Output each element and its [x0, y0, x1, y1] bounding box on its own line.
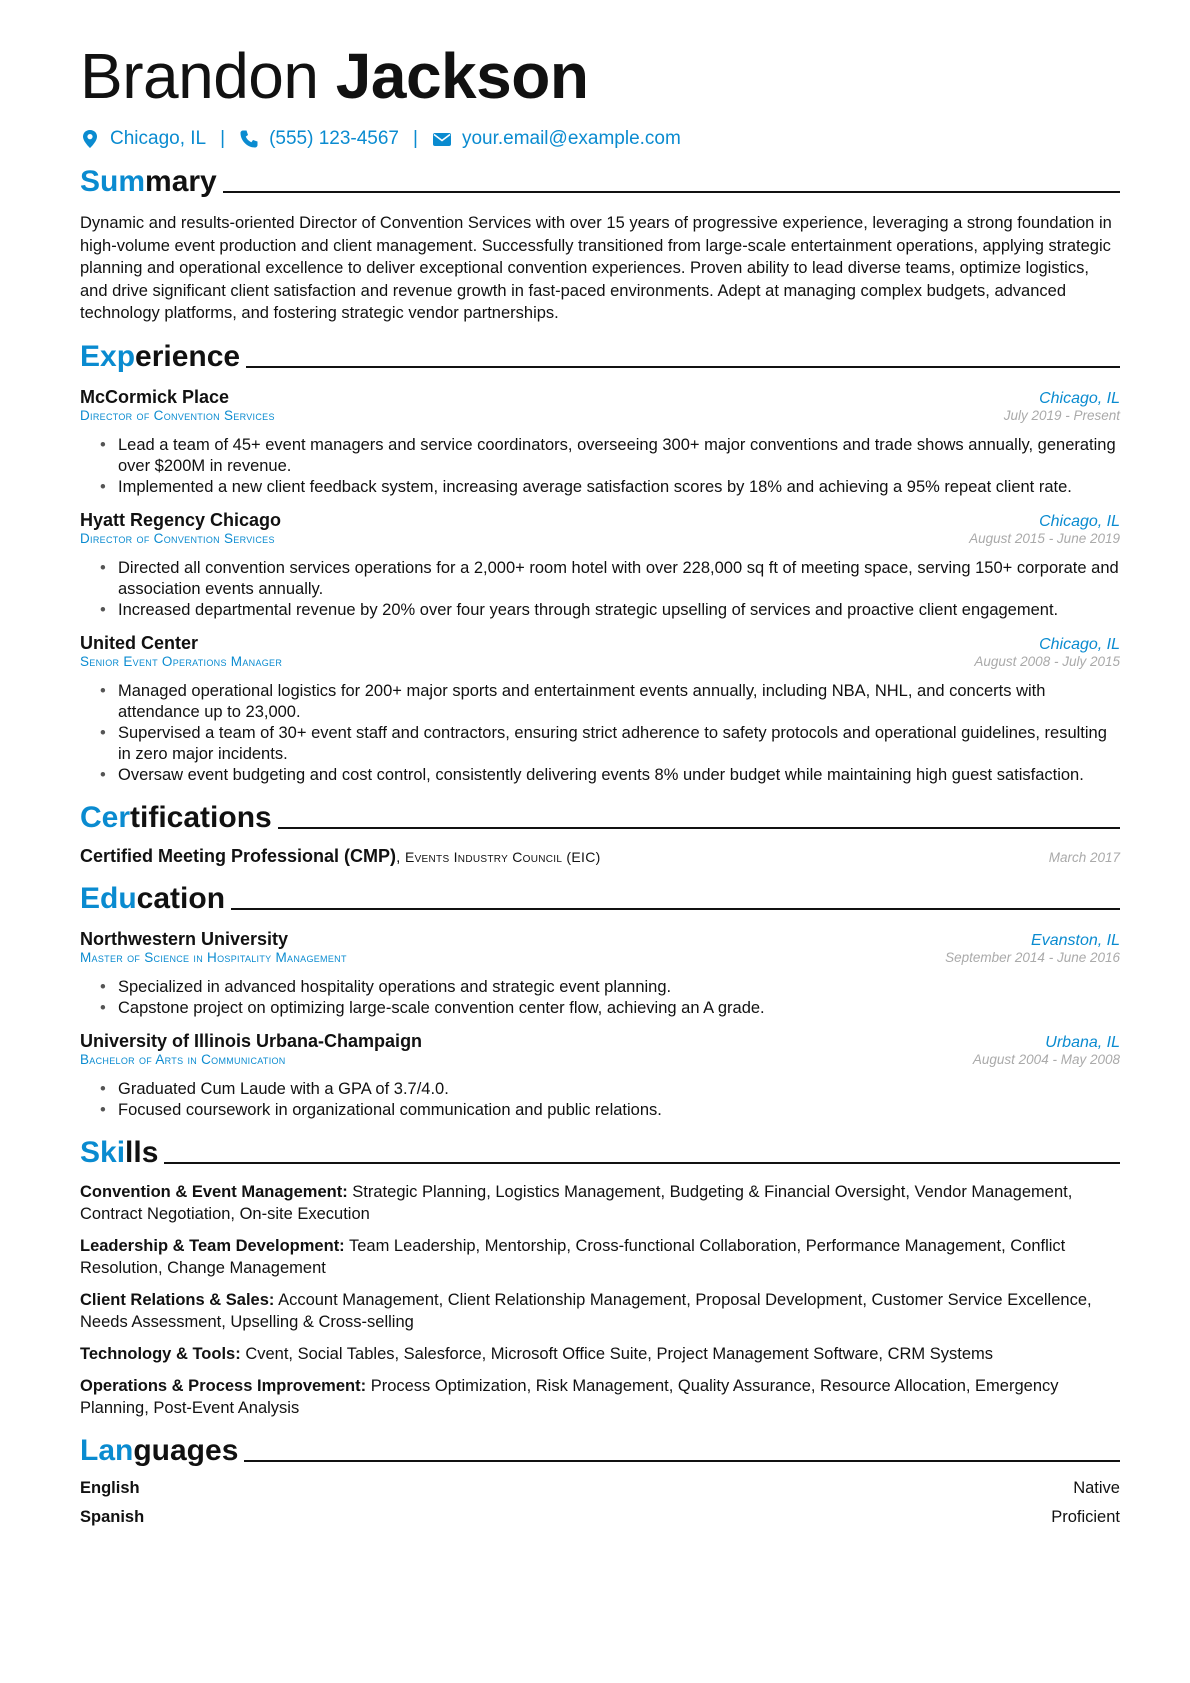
map-pin-icon: [80, 129, 100, 149]
candidate-name: [80, 38, 1120, 114]
school-name: Northwestern University: [80, 928, 289, 949]
contact-phone[interactable]: [239, 128, 399, 150]
language-row: [80, 1479, 1120, 1498]
skill-group: [80, 1343, 1120, 1365]
section-title: Experience: [80, 339, 241, 373]
job-location: Chicago, IL: [1039, 512, 1120, 530]
education-entry: [80, 929, 1120, 1019]
list-item: • Focused coursework in organizational communication and public relations.: [118, 1100, 1120, 1121]
job-role: Director of Convention Services: [80, 530, 275, 546]
section-rule: [246, 366, 1120, 368]
section-rule: [223, 191, 1120, 193]
list-item: • Lead a team of 45+ event managers and service coordinators, overseeing 300+ major conventions and trade shows annually, generating over $200M in revenue.: [118, 435, 1120, 477]
school-name: University of Illinois Urbana-Champaign: [80, 1030, 423, 1051]
skill-label: Leadership & Team Development:: [80, 1236, 345, 1255]
contact-location: [80, 128, 206, 150]
language-level: Proficient: [1051, 1507, 1120, 1526]
job-entry: [80, 510, 1120, 621]
section-title: Skills: [80, 1135, 159, 1169]
section-rule: [244, 1460, 1120, 1462]
list-item: • Graduated Cum Laude with a GPA of 3.7/4.0.: [118, 1079, 1120, 1100]
contact-email[interactable]: [432, 128, 681, 150]
job-entry: [80, 633, 1120, 786]
section-header-experience: [80, 335, 1120, 375]
degree: Bachelor of Arts in Communication: [80, 1051, 286, 1067]
list-item: • Directed all convention services operations for a 2,000+ room hotel with over 228,000 sq ft of meeting space, serving 150+ corporate and association events annually.: [118, 558, 1120, 600]
skill-group: [80, 1235, 1120, 1279]
section-title: Certifications: [80, 800, 272, 834]
education-entry: [80, 1031, 1120, 1121]
job-location: Chicago, IL: [1039, 389, 1120, 407]
school-location: Urbana, IL: [1045, 1033, 1120, 1051]
list-item: • Oversaw event budgeting and cost control, consistently delivering events 8% under budget while maintaining high guest satisfaction.: [118, 765, 1120, 786]
job-org: McCormick Place: [80, 386, 230, 407]
summary-text: Dynamic and results-oriented Director of Convention Services with over 15 years of progressive experience, leveraging a strong foundation in high-volume event production and client management. Successfully transitioned from large-scale entertainment operations, applying strategic planning and operational excellence to deliver exceptional convention experiences. Proven ability to lead diverse teams, optimize logistics, and drive significant client satisfaction and revenue growth in fast-paced environments. Adept at managing complex budgets, advanced technology platforms, and fostering strategic vendor partnerships.: [80, 214, 1112, 322]
school-dates: August 2004 - May 2008: [972, 1051, 1120, 1067]
contact-bar: [80, 128, 1120, 150]
list-item: • Capstone project on optimizing large-scale convention center flow, achieving an A grade.: [118, 998, 1120, 1019]
job-role: Senior Event Operations Manager: [80, 653, 283, 669]
school-dates: September 2014 - June 2016: [945, 949, 1120, 965]
skill-label: Operations & Process Improvement:: [80, 1376, 367, 1395]
section-rule: [164, 1162, 1120, 1164]
degree: Master of Science in Hospitality Management: [80, 949, 347, 965]
skill-items: Account Management, Client Relationship Management, Proposal Development, Customer Service Excellence, Needs Assessment, Upselling & Cross-selling: [80, 1290, 1092, 1331]
language-level: Native: [1073, 1478, 1120, 1497]
job-dates: August 2008 - July 2015: [974, 653, 1120, 669]
email-text: your.email@example.com: [461, 128, 681, 149]
section-title: Summary: [80, 165, 217, 198]
skill-group: [80, 1375, 1120, 1419]
section-header-languages: [80, 1429, 1120, 1469]
first-name: Brandon: [80, 40, 319, 112]
skill-items: Strategic Planning, Logistics Management, Budgeting & Financial Oversight, Vendor Management, Contract Negotiation, On-site Execution: [80, 1182, 1073, 1223]
list-item: • Implemented a new client feedback system, increasing average satisfaction scores by 18% and achieving a 95% repeat client rate.: [118, 477, 1120, 498]
education-bullets: [80, 1079, 1120, 1121]
contact-separator: |: [220, 128, 226, 149]
school-location: Evanston, IL: [1031, 931, 1120, 949]
language-row: [80, 1508, 1120, 1527]
language-name: English: [80, 1478, 140, 1497]
list-item: • Managed operational logistics for 200+ major sports and entertainment events annually, including NBA, NHL, and concerts with attendance up to 23,000.: [118, 681, 1120, 723]
list-item: • Specialized in advanced hospitality operations and strategic event planning.: [118, 977, 1120, 998]
section-rule: [231, 908, 1120, 910]
job-bullets: [80, 435, 1120, 498]
job-entry: [80, 387, 1120, 498]
section-title: Languages: [80, 1433, 239, 1467]
section-header-summary: [80, 160, 1120, 200]
job-bullets: [80, 558, 1120, 621]
skill-items: Team Leadership, Mentorship, Cross-functional Collaboration, Performance Management, Conflict Resolution, Change Management: [80, 1236, 1066, 1277]
job-bullets: [80, 681, 1120, 786]
skill-items: Cvent, Social Tables, Salesforce, Microsoft Office Suite, Project Management Software, CRM Systems: [245, 1344, 994, 1363]
cert-name: Certified Meeting Professional (CMP): [80, 845, 397, 866]
cert-date: March 2017: [1048, 849, 1120, 865]
section-title: Education: [80, 881, 226, 915]
job-dates: August 2015 - June 2019: [969, 530, 1120, 546]
language-name: Spanish: [80, 1507, 145, 1526]
cert-org: Events Industry Council (EIC): [404, 848, 601, 865]
phone-icon: [239, 129, 259, 149]
skill-label: Technology & Tools:: [80, 1344, 241, 1363]
job-org: Hyatt Regency Chicago: [80, 509, 282, 530]
phone-text: (555) 123-4567: [269, 128, 399, 149]
section-header-skills: [80, 1131, 1120, 1171]
education-bullets: [80, 977, 1120, 1019]
section-header-certifications: [80, 796, 1120, 836]
job-dates: July 2019 - Present: [1003, 407, 1120, 423]
skill-label: Convention & Event Management:: [80, 1182, 348, 1201]
job-location: Chicago, IL: [1039, 635, 1120, 653]
location-text: Chicago, IL: [110, 128, 207, 149]
skill-items: Process Optimization, Risk Management, Quality Assurance, Resource Allocation, Emergency Planning, Post-Event Analysis: [80, 1376, 1059, 1417]
section-header-education: [80, 877, 1120, 917]
skill-group: [80, 1181, 1120, 1225]
list-item: • Supervised a team of 30+ event staff and contractors, ensuring strict adherence to safety protocols and operational guidelines, resulting in zero major incidents.: [118, 723, 1120, 765]
job-org: United Center: [80, 632, 199, 653]
job-role: Director of Convention Services: [80, 407, 275, 423]
list-item: • Increased departmental revenue by 20% over four years through strategic upselling of services and proactive client engagement.: [118, 600, 1120, 621]
contact-separator: |: [413, 128, 418, 149]
certification-entry: Certified Meeting Professional (CMP), Events Industry Council (EIC) March 2017: [80, 845, 1120, 866]
last-name: Jackson: [335, 40, 589, 112]
envelope-icon: [432, 129, 452, 149]
skill-label: Client Relations & Sales:: [80, 1290, 275, 1309]
section-rule: [278, 827, 1120, 829]
skill-group: [80, 1289, 1120, 1333]
